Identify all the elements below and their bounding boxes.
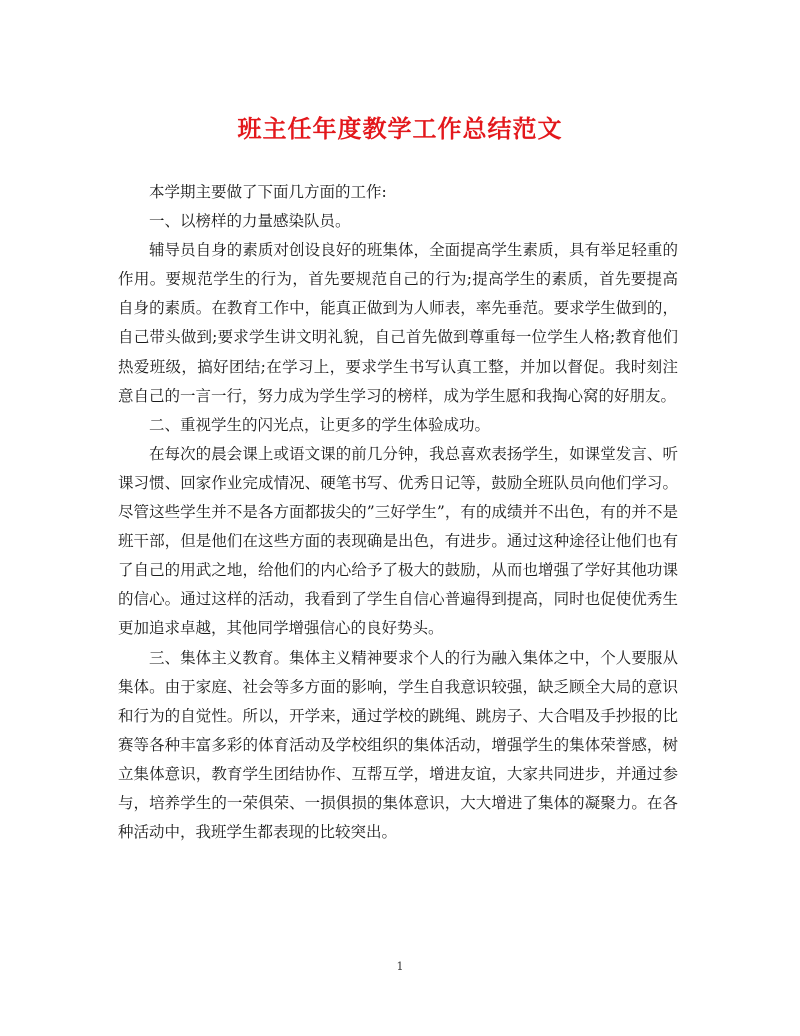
document-body — [118, 178, 678, 847]
section-paragraph-1: 辅导员自身的素质对创设良好的班集体，全面提高学生素质，具有举足轻重的作用。要规范学生的行为，首先要规范自己的行为;提高学生的素质，首先要提高自身的素质。在教育工作中，能真正做到为人师表，率先垂范。要求学生做到的，自己带头做到;要求学生讲文明礼貌，自己首先做到尊重每一位学生人格;教育他们热爱班级，搞好团结;在学习上，要求学生书写认真工整，并加以督促。我时刻注意自己的一言一行，努力成为学生学习的榜样，成为学生愿和我掏心窝的好朋友。 — [118, 241, 678, 405]
intro-paragraph: 本学期主要做了下面几方面的工作: — [149, 183, 387, 201]
page-number: 1 — [396, 960, 404, 973]
section-paragraph-2: 在每次的晨会课上或语文课的前几分钟，我总喜欢表扬学生，如课堂发言、听课习惯、回家作业完成情况、硬笔书写、优秀日记等，鼓励全班队员向他们学习。尽管这些学生并不是各方面都拔尖的”三好学生”，有的成绩并不出色，有的并不是班干部，但是他们在这些方面的表现确是出色，有进步。通过这种途径让他们也有了自己的用武之地，给他们的内心给予了极大的鼓励，从而也增强了学好其他功课的信心。通过这样的活动，我看到了学生自信心普遍得到提高，同时也促使优秀生更加追求卓越，其他同学增强信心的良好势头。 — [118, 444, 678, 638]
section-paragraph-3: 三、集体主义教育。集体主义精神要求个人的行为融入集体之中，个人要服从集体。由于家庭、社会等多方面的影响，学生自我意识较强，缺乏顾全大局的意识和行为的自觉性。所以，开学来，通过学校的跳绳、跳房子、大合唱及手抄报的比赛等各种丰富多彩的体育活动及学校组织的集体活动，增强学生的集体荣誉感，树立集体意识，教育学生团结协作、互帮互学，增进友谊，大家共同进步，并通过参与，培养学生的一荣俱荣、一损俱损的集体意识，大大增进了集体的凝聚力。在各种活动中，我班学生都表现的比较突出。 — [118, 648, 678, 842]
section-heading-2: 二、重视学生的闪光点，让更多的学生体验成功。 — [149, 415, 491, 434]
document-title: 班主任年度教学工作总结范文 — [237, 114, 563, 143]
section-heading-1: 一、以榜样的力量感染队员。 — [149, 212, 351, 231]
